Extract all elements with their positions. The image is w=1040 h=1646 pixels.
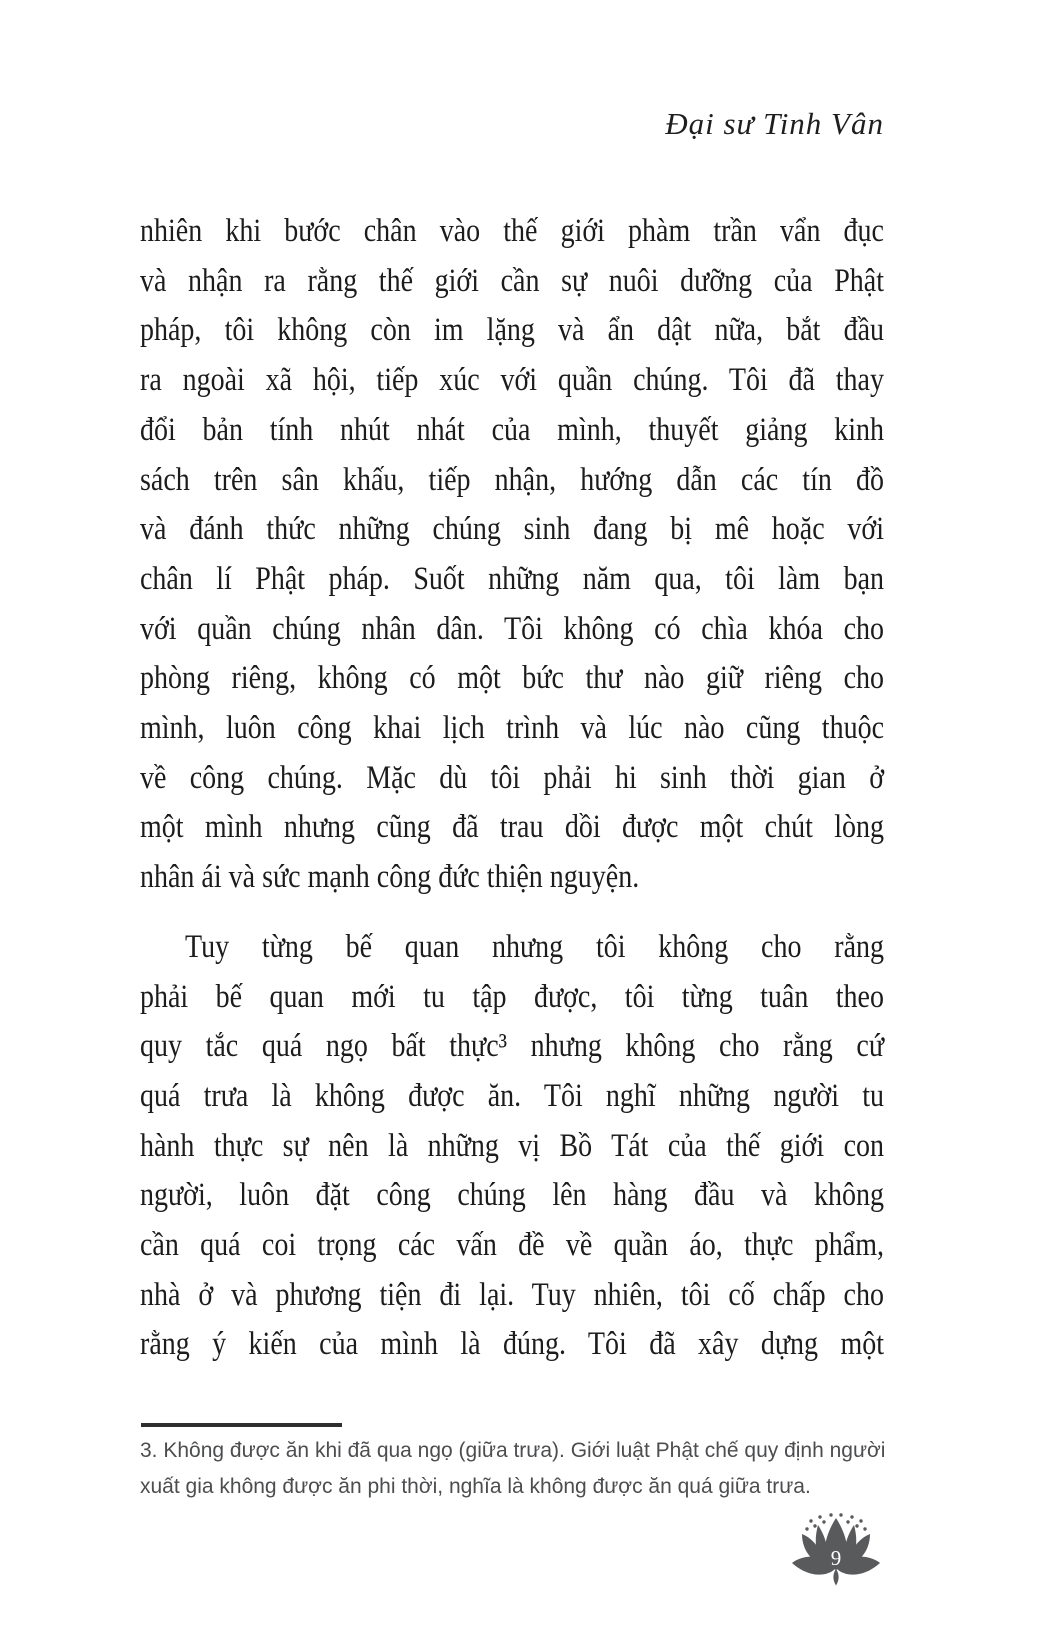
text-line: hành thực sự nên là những vị Bồ Tát của thế giới con — [140, 1127, 884, 1164]
text-line: nhà ở và phương tiện đi lại. Tuy nhiên, tôi cố chấp cho — [140, 1276, 884, 1313]
text-line: cần quá coi trọng các vấn đề về quần áo, thực phẩm, — [140, 1226, 884, 1264]
text-line: và nhận ra rằng thế giới cần sự nuôi dưỡng của Phật — [140, 262, 884, 299]
footnote — [140, 1433, 940, 1505]
text-line: rằng ý kiến của mình là đúng. Tôi đã xây dựng một — [140, 1325, 884, 1363]
paragraph-2 — [140, 924, 884, 1371]
paragraph-1 — [140, 208, 884, 904]
text-line: phải bế quan mới tu tập được, tôi từng tuân theo — [140, 977, 884, 1015]
text-line: và đánh thức những chúng sinh đang bị mê hoặc với — [140, 510, 884, 548]
text-line: về công chúng. Mặc dù tôi phải hi sinh thời gian ở — [140, 759, 884, 796]
lotus-icon — [790, 1512, 882, 1588]
page-number: 9 — [830, 1546, 842, 1570]
footnote-line: xuất gia không được ăn phi thời, nghĩa là không được ăn quá giữa trưa. — [140, 1475, 811, 1498]
running-header: Đại sư Tinh Vân — [665, 106, 884, 141]
text-line: chân lí Phật pháp. Suốt những năm qua, tôi làm bạn — [140, 560, 884, 597]
text-line: nhân ái và sức mạnh công đức thiện nguyện. — [140, 858, 640, 896]
text-line: quá trưa là không được ăn. Tôi nghĩ những người tu — [140, 1077, 884, 1114]
body-text — [140, 208, 884, 1371]
text-line: ra ngoài xã hội, tiếp xúc với quần chúng. Tôi đã thay — [140, 361, 884, 399]
page-number-badge — [790, 1512, 882, 1588]
text-line: đổi bản tính nhút nhát của mình, thuyết giảng kinh — [140, 411, 884, 448]
text-line: phòng riêng, không có một bức thư nào giữ riêng cho — [140, 659, 884, 697]
text-line: nhiên khi bước chân vào thế giới phàm trần vẩn đục — [140, 212, 884, 250]
text-line: Tuy từng bế quan nhưng tôi không cho rằng — [185, 928, 884, 965]
text-line: mình, luôn công khai lịch trình và lúc nào cũng thuộc — [140, 709, 884, 747]
text-line: người, luôn đặt công chúng lên hàng đầu và không — [140, 1176, 884, 1214]
text-line: pháp, tôi không còn im lặng và ẩn dật nữa, bắt đầu — [140, 311, 884, 349]
text-line: một mình nhưng cũng đã trau dồi được một chút lòng — [140, 808, 884, 846]
text-line: với quần chúng nhân dân. Tôi không có chìa khóa cho — [140, 610, 884, 647]
text-line: sách trên sân khấu, tiếp nhận, hướng dẫn các tín đồ — [140, 460, 884, 498]
footnote-line: 3. Không được ăn khi đã qua ngọ (giữa trưa). Giới luật Phật chế quy định người — [140, 1439, 886, 1462]
text-line: quy tắc quá ngọ bất thực³ nhưng không cho rằng cứ — [140, 1027, 884, 1065]
footnote-separator — [141, 1423, 342, 1427]
